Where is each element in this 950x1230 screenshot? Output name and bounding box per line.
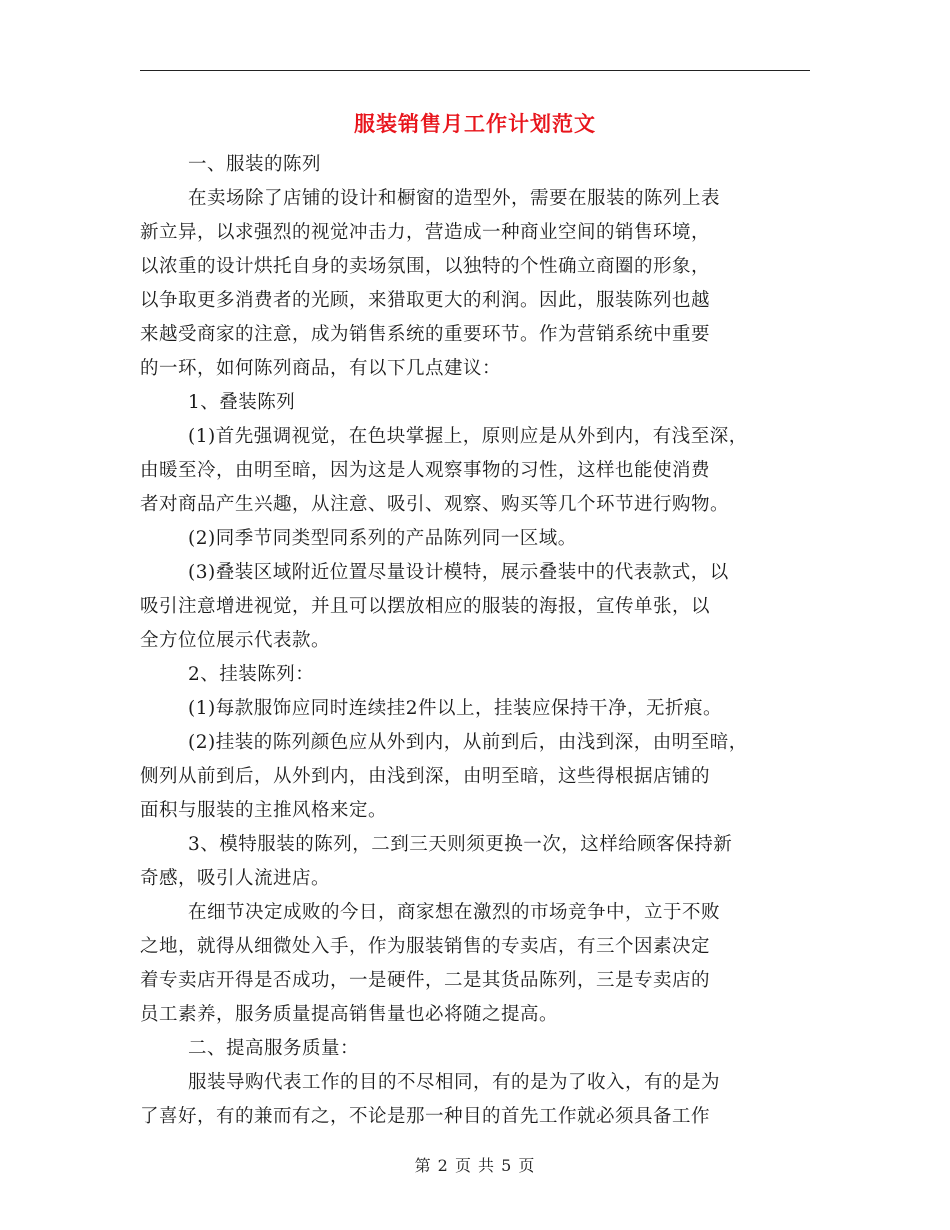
body-line: 之地，就得从细微处入手，作为服装销售的专卖店，有三个因素决定 (140, 936, 711, 957)
body-line: 2、挂装陈列： (188, 664, 315, 685)
body-line: 了喜好，有的兼而有之，不论是那一种目的首先工作就必须具备工作 (140, 1106, 711, 1127)
body-line: 服装导购代表工作的目的不尽相同，有的是为了收入，有的是为 (188, 1072, 721, 1093)
body-line: (1)首先强调视觉，在色块掌握上，原则应是从外到内，有浅至深， (188, 426, 748, 447)
body-line: (2)同季节同类型同系列的产品陈列同一区域。 (188, 528, 577, 549)
document-body (140, 148, 820, 1134)
body-line: 来越受商家的注意，成为销售系统的重要环节。作为营销系统中重要 (140, 324, 711, 345)
body-line: (2)挂装的陈列颜色应从外到内，从前到后，由浅到深，由明至暗， (188, 732, 748, 753)
body-line: 面积与服装的主推风格来定。 (140, 800, 388, 821)
body-line: 一、服装的陈列 (188, 154, 322, 175)
body-line: 奇感，吸引人流进店。 (140, 868, 331, 889)
body-line: 侧列从前到后，从外到内，由浅到深，由明至暗，这些得根据店铺的 (140, 766, 711, 787)
body-line: 由暖至冷，由明至暗，因为这是人观察事物的习性，这样也能使消费 (140, 460, 711, 481)
body-line: 3、模特服装的陈列，二到三天则须更换一次，这样给顾客保持新 (188, 834, 733, 855)
body-line: 新立异，以求强烈的视觉冲击力，营造成一种商业空间的销售环境， (140, 222, 711, 243)
document-title: 服装销售月工作计划范文 (354, 111, 596, 136)
body-line: 1、叠装陈列 (188, 392, 296, 413)
body-line: (3)叠装区域附近位置尽量设计模特，展示叠装中的代表款式，以 (188, 562, 729, 583)
body-line: 者对商品产生兴趣，从注意、吸引、观察、购买等几个环节进行购物。 (140, 494, 730, 515)
body-line: 着专卖店开得是否成功，一是硬件，二是其货品陈列，三是专卖店的 (140, 970, 711, 991)
body-line: 在卖场除了店铺的设计和橱窗的造型外，需要在服装的陈列上表 (188, 188, 721, 209)
body-line: 吸引注意增进视觉，并且可以摆放相应的服装的海报，宣传单张，以 (140, 596, 711, 617)
body-line: 以浓重的设计烘托自身的卖场氛围，以独特的个性确立商圈的形象， (140, 256, 711, 277)
body-line: 以争取更多消费者的光顾，来猎取更大的利润。因此，服装陈列也越 (140, 290, 711, 311)
body-line: 员工素养，服务质量提高销售量也必将随之提高。 (140, 1004, 559, 1025)
body-line: (1)每款服饰应同时连续挂2件以上，挂装应保持干净，无折痕。 (188, 698, 722, 719)
body-line: 全方位位展示代表款。 (140, 630, 331, 651)
body-line: 的一环，如何陈列商品，有以下几点建议： (140, 358, 502, 379)
page-footer: 第 2 页 共 5 页 (414, 1156, 536, 1175)
header-rule (140, 70, 810, 71)
body-line: 二、提高服务质量： (188, 1038, 360, 1059)
body-line: 在细节决定成败的今日，商家想在激烈的市场竞争中，立于不败 (188, 902, 721, 923)
